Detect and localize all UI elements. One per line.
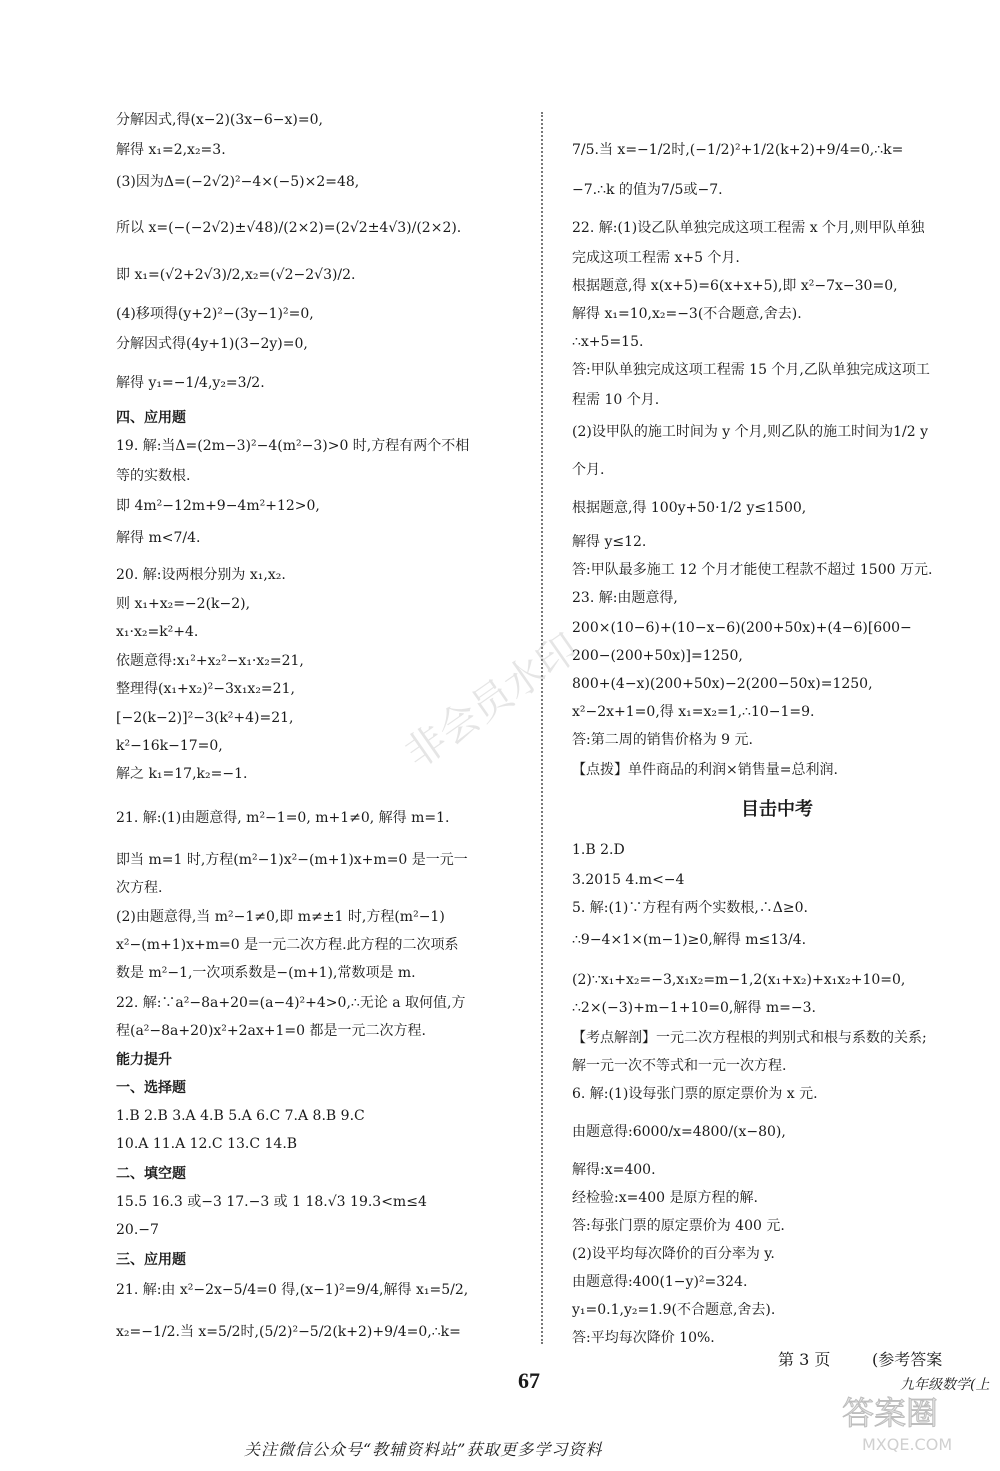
- page-label: 第 3 页: [778, 1350, 831, 1369]
- column-gutter: [541, 112, 551, 1344]
- text-line: 完成这项工程需 x+5 个月.: [572, 250, 740, 266]
- logo-text: 答案圈: [842, 1394, 939, 1432]
- text-line: ∴2×(−3)+m−1+10=0,解得 m=−3.: [572, 1000, 816, 1016]
- text-line: 20.−7: [116, 1222, 159, 1238]
- text-line: [−2(k−2)]²−3(k²+4)=21,: [116, 710, 294, 726]
- text-line: 解得 x₁=2,x₂=3.: [116, 142, 226, 158]
- text-line: 20. 解:设两根分别为 x₁,x₂.: [116, 567, 286, 583]
- text-line: 【点拨】单件商品的利润×销售量=总利润.: [572, 762, 838, 778]
- text-line: 所以 x=(−(−2√2)±√48)/(2×2)=(2√2±4√3)/(2×2).: [116, 220, 462, 236]
- section-heading: 目击中考: [741, 799, 813, 820]
- text-line: 答:甲队单独完成这项工程需 15 个月,乙队单独完成这项工: [572, 362, 930, 378]
- text-line: 10.A 11.A 12.C 13.C 14.B: [116, 1136, 298, 1152]
- text-line: 即 x₁=(√2+2√3)/2,x₂=(√2−2√3)/2.: [116, 267, 356, 283]
- section-heading: 一、选择题: [116, 1080, 186, 1096]
- text-line: 21. 解:(1)由题意得, m²−1=0, m+1≠0, 解得 m=1.: [116, 810, 450, 826]
- text-line: 5. 解:(1)∵方程有两个实数根,∴Δ≥0.: [572, 900, 809, 916]
- text-line: 1.B 2.B 3.A 4.B 5.A 6.C 7.A 8.B 9.C: [116, 1108, 365, 1124]
- text-line: (4)移项得(y+2)²−(3y−1)²=0,: [116, 306, 314, 322]
- text-line: 分解因式得(4y+1)(3−2y)=0,: [116, 336, 308, 352]
- footer-note: 关注微信公众号“教辅资料站”获取更多学习资料: [244, 1440, 603, 1459]
- text-line: 经检验:x=400 是原方程的解.: [572, 1190, 758, 1206]
- section-heading: 四、应用题: [116, 410, 186, 426]
- text-line: 即当 m=1 时,方程(m²−1)x²−(m+1)x+m=0 是一元一: [116, 852, 468, 868]
- text-line: 解得 x₁=10,x₂=−3(不合题意,舍去).: [572, 306, 802, 322]
- section-heading: 二、填空题: [116, 1166, 186, 1182]
- text-line: 分解因式,得(x−2)(3x−6−x)=0,: [116, 112, 323, 128]
- text-line: 22. 解:∵a²−8a+20=(a−4)²+4>0,∴无论 a 取何值,方: [116, 995, 466, 1011]
- text-line: 答:第二周的销售价格为 9 元.: [572, 732, 753, 748]
- text-line: 根据题意,得 x(x+5)=6(x+x+5),即 x²−7x−30=0,: [572, 278, 898, 294]
- logo-url: MXQE.COM: [862, 1435, 953, 1454]
- text-line: 200−(200+50x)]=1250,: [572, 648, 743, 664]
- text-line: 解得 m<7/4.: [116, 530, 201, 546]
- text-line: 程(a²−8a+20)x²+2ax+1=0 都是一元二次方程.: [116, 1023, 426, 1039]
- text-line: 1.B 2.D: [572, 842, 625, 858]
- text-line: 23. 解:由题意得,: [572, 590, 678, 606]
- text-line: 答:甲队最多施工 12 个月才能使工程款不超过 1500 万元.: [572, 562, 933, 578]
- text-line: k²−16k−17=0,: [116, 738, 223, 754]
- text-line: 个月.: [572, 462, 605, 478]
- text-line: 则 x₁+x₂=−2(k−2),: [116, 596, 251, 612]
- text-line: 解得 y≤12.: [572, 534, 647, 550]
- text-line: x₂=−1/2.当 x=5/2时,(5/2)²−5/2(k+2)+9/4=0,∴k=: [116, 1324, 461, 1340]
- text-line: 3.2015 4.m<−4: [572, 872, 685, 888]
- text-line: (2)设平均每次降价的百分率为 y.: [572, 1246, 775, 1262]
- text-line: 解之 k₁=17,k₂=−1.: [116, 766, 248, 782]
- text-line: x₁·x₂=k²+4.: [116, 624, 199, 640]
- watermark-text: 非会员水印: [396, 625, 588, 778]
- text-line: 19. 解:当Δ=(2m−3)²−4(m²−3)>0 时,方程有两个不相: [116, 438, 470, 454]
- text-line: 解得:x=400.: [572, 1162, 656, 1178]
- text-line: 次方程.: [116, 880, 163, 896]
- text-line: x²−2x+1=0,得 x₁=x₂=1,∴10−1=9.: [572, 704, 815, 720]
- text-line: 由题意得:6000/x=4800/(x−80),: [572, 1124, 786, 1140]
- text-line: (2)由题意得,当 m²−1≠0,即 m≠±1 时,方程(m²−1): [116, 909, 445, 925]
- text-line: 整理得(x₁+x₂)²−3x₁x₂=21,: [116, 681, 295, 697]
- page-number: 67: [518, 1368, 540, 1393]
- text-line: ∴x+5=15.: [572, 334, 644, 350]
- text-line: y₁=0.1,y₂=1.9(不合题意,舍去).: [572, 1302, 776, 1318]
- text-line: 15.5 16.3 或−3 17.−3 或 1 18.√3 19.3<m≤4: [116, 1194, 427, 1210]
- text-line: 22. 解:(1)设乙队单独完成这项工程需 x 个月,则甲队单独: [572, 220, 925, 236]
- text-line: 答:每张门票的原定票价为 400 元.: [572, 1218, 785, 1234]
- text-line: (2)设甲队的施工时间为 y 个月,则乙队的施工时间为1/2 y: [572, 424, 928, 440]
- text-line: 由题意得:400(1−y)²=324.: [572, 1274, 748, 1290]
- grade-label: 九年级数学(上: [900, 1377, 990, 1393]
- text-line: (3)因为Δ=(−2√2)²−4×(−5)×2=48,: [116, 174, 360, 190]
- text-line: 800+(4−x)(200+50x)−2(200−50x)=1250,: [572, 676, 873, 692]
- text-line: 6. 解:(1)设每张门票的原定票价为 x 元.: [572, 1086, 818, 1102]
- text-line: ∴9−4×1×(m−1)≥0,解得 m≤13/4.: [572, 932, 807, 948]
- text-line: 答:平均每次降价 10%.: [572, 1330, 715, 1346]
- text-line: 200×(10−6)+(10−x−6)(200+50x)+(4−6)[600−: [572, 620, 912, 636]
- section-heading: 三、应用题: [116, 1252, 186, 1268]
- text-line: 即 4m²−12m+9−4m²+12>0,: [116, 498, 320, 514]
- text-line: 程需 10 个月.: [572, 392, 660, 408]
- text-line: 数是 m²−1,一次项系数是−(m+1),常数项是 m.: [116, 965, 416, 981]
- answer-label: (参考答案: [872, 1350, 943, 1369]
- text-line: 解得 y₁=−1/4,y₂=3/2.: [116, 375, 265, 391]
- text-line: 7/5.当 x=−1/2时,(−1/2)²+1/2(k+2)+9/4=0,∴k=: [572, 142, 904, 158]
- text-line: 依题意得:x₁²+x₂²−x₁·x₂=21,: [116, 653, 304, 669]
- text-line: 21. 解:由 x²−2x−5/4=0 得,(x−1)²=9/4,解得 x₁=5/2,: [116, 1282, 469, 1298]
- text-line: 【考点解剖】一元二次方程根的判别式和根与系数的关系;: [572, 1030, 927, 1046]
- site-logo: [832, 1388, 992, 1458]
- section-heading: 能力提升: [116, 1052, 172, 1068]
- text-line: −7.∴k 的值为7/5或−7.: [572, 182, 723, 198]
- text-line: 等的实数根.: [116, 468, 191, 484]
- text-line: 根据题意,得 100y+50·1/2 y≤1500,: [572, 500, 807, 516]
- text-line: x²−(m+1)x+m=0 是一元二次方程.此方程的二次项系: [116, 937, 459, 953]
- text-line: 解一元一次不等式和一元一次方程.: [572, 1058, 787, 1074]
- text-line: (2)∵x₁+x₂=−3,x₁x₂=m−1,2(x₁+x₂)+x₁x₂+10=0,: [572, 972, 906, 988]
